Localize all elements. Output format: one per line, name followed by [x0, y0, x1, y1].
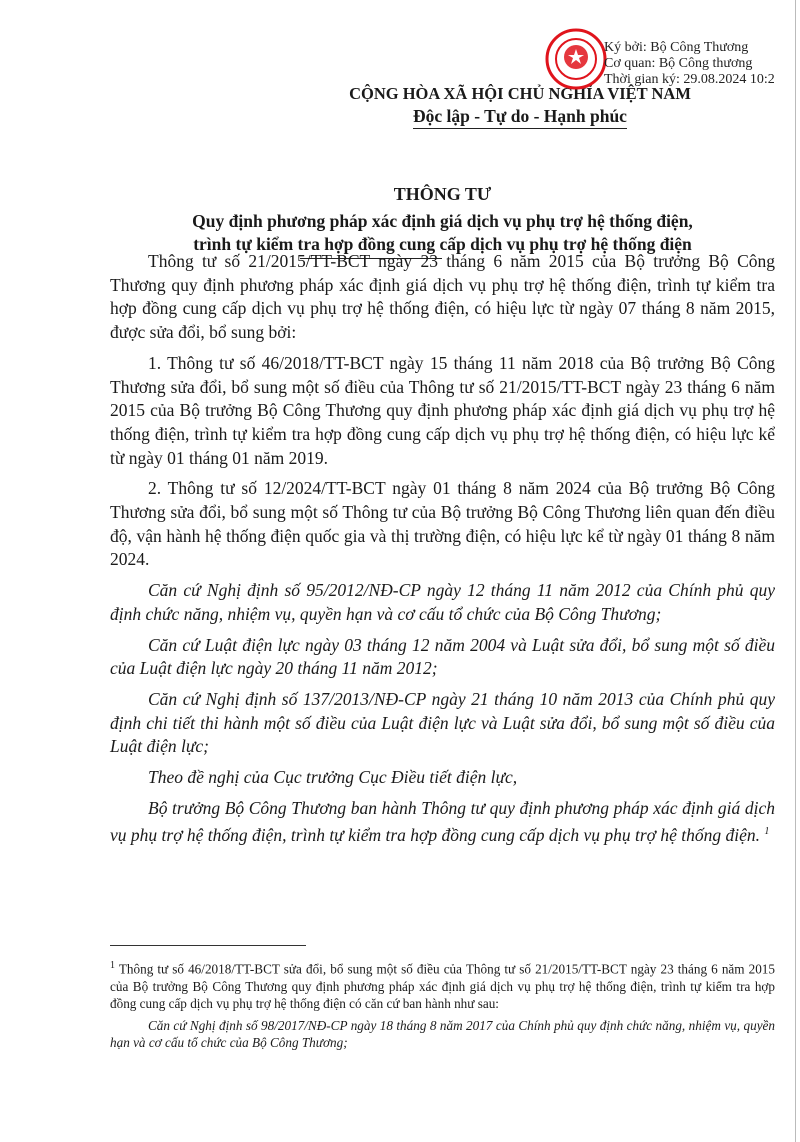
paragraph-basis-2: Căn cứ Luật điện lực ngày 03 tháng 12 năm 2004 và Luật sửa đổi, bổ sung một số điều của Luật điện lực ngày 20 tháng 11 năm 2012;	[110, 634, 775, 679]
motto-text: Độc lập - Tự do - Hạnh phúc	[413, 106, 627, 129]
signature-time: Thời gian ký: 29.08.2024 10:2	[604, 72, 775, 87]
page-edge	[795, 0, 796, 1142]
paragraph-amendment-1: 1. Thông tư số 46/2018/TT-BCT ngày 15 tháng 11 năm 2018 của Bộ trưởng Bộ Công Thương sửa đổi, bổ sung một số điều của Thông tư số 21/2015/TT-BCT ngày 23 tháng 6 năm 2015 của Bộ trưởng Bộ Công Thương quy định phương pháp xác định giá dịch vụ phụ trợ hệ thống điện, trình tự kiểm tra hợp đồng cung cấp dịch vụ phụ trợ hệ thống điện, có hiệu lực kể từ ngày 01 tháng 01 năm 2019.	[110, 352, 775, 468]
paragraph-intro: Thông tư số 21/2015/TT-BCT ngày 23 tháng 6 năm 2015 của Bộ trưởng Bộ Công Thương quy định phương pháp xác định giá dịch vụ phụ trợ hệ thống điện, trình tự kiểm tra hợp đồng cung cấp dịch vụ phụ trợ hệ thống điện, có hiệu lực từ ngày 07 tháng 8 năm 2015, được sửa đổi, bổ sung bởi:	[110, 251, 775, 343]
official-seal-icon	[545, 28, 607, 90]
paragraph-promulgation	[110, 797, 775, 848]
footnote-italic-text: Căn cứ Nghị định số 98/2017/NĐ-CP ngày 18 tháng 8 năm 2017 của Chính phủ quy định chức năng, nhiệm vụ, quyền hạn và cơ cấu tổ chức của Bộ Công Thương;	[110, 1017, 775, 1051]
footnote-text: Thông tư số 46/2018/TT-BCT sửa đổi, bổ sung một số điều của Thông tư số 21/2015/TT-BCT ngày 23 tháng 6 năm 2015 của Bộ trưởng Bộ Công Thương quy định phương pháp xác định giá dịch vụ phụ trợ hệ thống điện, trình tự kiểm tra hợp đồng cung cấp dịch vụ phụ trợ hệ thống điện có căn cứ ban hành như sau:	[110, 961, 775, 1012]
footnote-divider	[110, 945, 306, 946]
footnote-marker: 1	[110, 960, 115, 971]
signature-agency: Cơ quan: Bộ Công thương	[604, 56, 753, 71]
motto	[330, 106, 710, 127]
country-header: CỘNG HÒA XÃ HỘI CHỦ NGHĨA VIỆT NAM	[349, 84, 691, 103]
paragraph-proposal: Theo đề nghị của Cục trưởng Cục Điều tiết điện lực,	[148, 767, 518, 788]
paragraph-basis-1: Căn cứ Nghị định số 95/2012/NĐ-CP ngày 12 tháng 11 năm 2012 của Chính phủ quy định chức năng, nhiệm vụ, quyền hạn và cơ cấu tổ chức của Bộ Công Thương;	[110, 580, 775, 624]
footnote	[110, 957, 775, 1056]
footnote-reference[interactable]: 1	[764, 826, 770, 838]
document-title: THÔNG TƯ	[393, 184, 492, 204]
document-body	[110, 250, 775, 855]
paragraph-amendment-2: 2. Thông tư số 12/2024/TT-BCT ngày 01 tháng 8 năm 2024 của Bộ trưởng Bộ Công Thương sửa đổi, bổ sung một số Thông tư của Bộ trưởng Bộ Công Thương liên quan đến điều độ, vận hành hệ thống điện quốc gia và thị trường điện, có hiệu lực kể từ ngày 01 tháng 8 năm 2024.	[110, 478, 775, 570]
subtitle-line-2: trình tự kiểm tra hợp đồng cung cấp dịch vụ phụ trợ hệ thống điện	[193, 234, 692, 254]
paragraph-basis-3: Căn cứ Nghị định số 137/2013/NĐ-CP ngày 21 tháng 10 năm 2013 của Chính phủ quy định chi tiết thi hành một số điều của Luật điện lực và Luật sửa đổi, bổ sung một số điều của Luật điện lực;	[110, 688, 775, 757]
promulgation-text: Bộ trưởng Bộ Công Thương ban hành Thông tư quy định phương pháp xác định giá dịch vụ phụ trợ hệ thống điện, trình tự kiểm tra hợp đồng cung cấp dịch vụ phụ trợ hệ thống điện.	[110, 797, 775, 846]
subtitle-line-1: Quy định phương pháp xác định giá dịch vụ phụ trợ hệ thống điện,	[192, 211, 693, 231]
signature-signer: Ký bởi: Bộ Công Thương	[604, 40, 749, 55]
digital-signature	[604, 40, 775, 88]
